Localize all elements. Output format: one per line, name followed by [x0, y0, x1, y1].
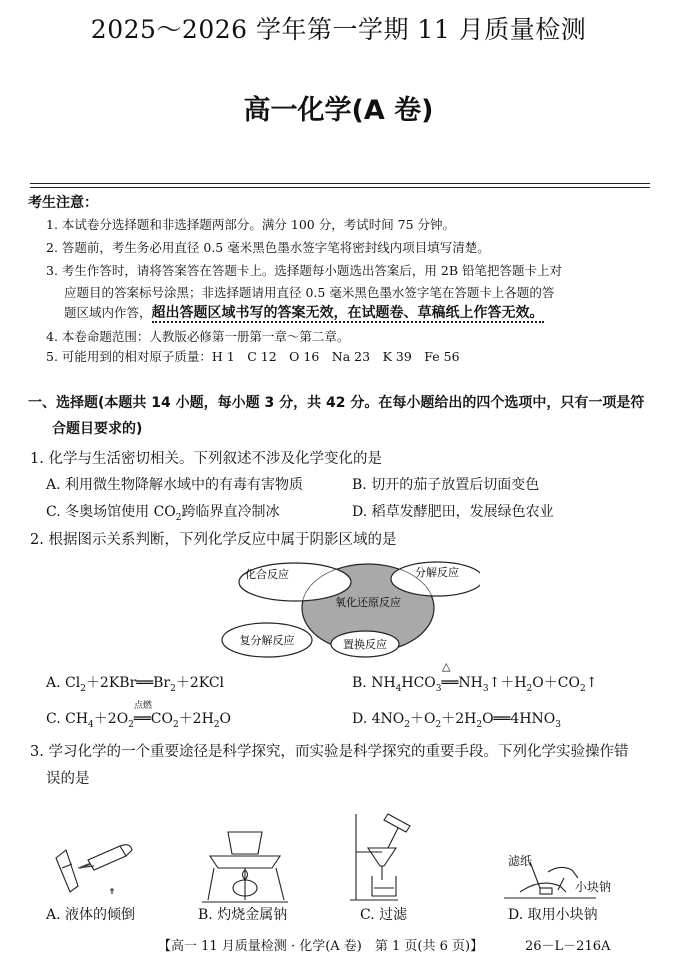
q3-option-d: D. 取用小块钠	[508, 907, 598, 923]
eq-part: O＋CO	[532, 675, 580, 691]
eq-part: ＋2KBr══Br	[85, 675, 171, 691]
eq-sub: 2	[213, 719, 220, 730]
q1-c-part: 跨临界直冷制冰	[181, 504, 280, 520]
eq-sub: 3	[435, 683, 442, 694]
q3-option-b: B. 灼烧金属钠	[198, 907, 288, 923]
eq-sub: 2	[170, 683, 176, 694]
notice-item-3-tail	[64, 302, 544, 322]
eq-sub: 4	[395, 683, 402, 694]
reaction-type-diagram	[215, 552, 480, 664]
q3-option-a: A. 液体的倾倒	[46, 907, 136, 923]
eq-sub: 2	[128, 719, 134, 730]
notice-item-1: 1. 本试卷分选择题和非选择题两部分。满分 100 分，考试时间 75 分钟。	[46, 217, 456, 232]
notice-item-3-cont: 应题目的答案标号涂黑；非选择题请用直径 0.5 毫米黑色墨水签字笔在答题卡上各题的答	[64, 285, 555, 300]
q1-option-d: D. 稻草发酵肥田，发展绿色农业	[352, 504, 554, 520]
eq-part: ══CO	[133, 711, 173, 727]
label-double-displacement: 复分解反应	[239, 634, 295, 647]
eq-sub: 2	[172, 719, 179, 730]
q3-stem-cont: 误的是	[46, 771, 90, 787]
eq-sub: 2	[579, 683, 586, 694]
exam-subtitle: 高一化学(A 卷)	[243, 95, 434, 126]
eq-part: ＋2H	[441, 711, 477, 727]
eq-part: ↑＋H	[488, 675, 527, 691]
notice-item-5: 5. 可能用到的相对原子质量：H 1 C 12 O 16 Na 23 K 39 Fe 56	[46, 349, 460, 364]
q3-option-c: C. 过滤	[360, 907, 408, 923]
q1-option-c	[46, 501, 280, 523]
eq-part: A. Cl	[46, 675, 81, 691]
eq-sub: 4	[88, 719, 94, 730]
label-decomposition: 分解反应	[415, 566, 459, 579]
q1-option-a: A. 利用微生物降解水域中的有毒有害物质	[46, 477, 304, 493]
q2-stem: 2. 根据图示关系判断，下列化学反应中属于阴影区域的是	[30, 532, 397, 548]
q2-option-a	[46, 672, 224, 694]
eq-part: C. CH	[46, 711, 89, 727]
q1-c-part: C. 冬奥场馆使用 CO	[46, 504, 176, 520]
eq-sub: 2	[80, 683, 86, 694]
q3-stem: 3. 学习化学的一个重要途径是科学探究，而实验是科学探究的重要手段。下列化学实验操作错	[30, 744, 629, 760]
eq-sub: 2	[404, 719, 410, 730]
eq-part: O	[219, 711, 232, 727]
eq-part: O══4HNO	[482, 711, 556, 727]
notice-item-2: 2. 答题前，考生务必用直径 0.5 毫米黑色墨水签字笔将密封线内项目填写清楚。	[46, 240, 490, 255]
notice-item-3-tail-text: 题区域内作答，	[64, 305, 152, 320]
eq-sub: 2	[435, 719, 442, 730]
eq-part: ＋2H	[178, 711, 214, 727]
eq-sub: 3	[482, 683, 489, 694]
label-filter-paper: 滤纸	[508, 854, 533, 868]
notice-heading: 考生注意：	[28, 195, 98, 211]
pouring-liquid-figure	[48, 838, 138, 900]
q1-option-b: B. 切开的茄子放置后切面变色	[352, 477, 540, 493]
page-footer: 【高一 11 月质量检测 · 化学(A 卷) 第 1 页(共 6 页)】	[158, 939, 484, 954]
q2-option-c	[46, 708, 231, 730]
filtration-figure	[348, 808, 418, 908]
q2-option-b	[352, 672, 597, 694]
q1-stem: 1. 化学与生活密切相关。下列叙述不涉及化学变化的是	[30, 451, 382, 467]
eq-sub: 2	[476, 719, 483, 730]
eq-part: ＋2KCl	[175, 675, 225, 691]
notice-item-4: 4. 本卷命题范围：人教版必修第一册第一章～第二章。	[46, 329, 350, 344]
eq-part: ＋2O	[93, 711, 129, 727]
label-small-sodium: 小块钠	[575, 880, 612, 894]
eq-sub: 3	[555, 719, 561, 730]
label-substitution: 置换反应	[343, 638, 387, 651]
notice-item-3: 3. 考生作答时，请将答案答在答题卡上。选择题每小题选出答案后，用 2B 铅笔把答题卡上对	[46, 263, 562, 278]
eq-part: ＋O	[410, 711, 436, 727]
divider-bottom	[30, 187, 650, 188]
q2-b-condition: △	[442, 660, 451, 673]
notice-emphasis: 超出答题区域书写的答案无效，在试题卷、草稿纸上作答无效。	[151, 305, 544, 321]
eq-part: ══NH	[441, 675, 483, 691]
label-combination: 化合反应	[245, 568, 289, 581]
eq-part: D. 4NO	[352, 711, 405, 727]
label-redox: 氧化还原反应	[335, 596, 401, 609]
section-heading-cont: 合题目要求的)	[52, 421, 143, 437]
q2-c-condition: 点燃	[134, 701, 153, 711]
eq-part: HCO	[401, 675, 436, 691]
divider-top	[30, 183, 650, 184]
burning-sodium-figure	[200, 828, 290, 908]
eq-part: ↑	[585, 675, 598, 691]
section-heading: 一、选择题(本题共 14 小题，每小题 3 分，共 42 分。在每小题给出的四个选项中，只有一项是符	[28, 395, 645, 411]
eq-part: B. NH	[352, 675, 396, 691]
exam-code: 26－L－216A	[525, 939, 611, 954]
eq-sub: 2	[526, 683, 533, 694]
exam-title: 2025～2026 学年第一学期 11 月质量检测	[90, 15, 587, 44]
q2-option-d	[352, 708, 561, 730]
q1-c-sub: 2	[175, 512, 182, 523]
